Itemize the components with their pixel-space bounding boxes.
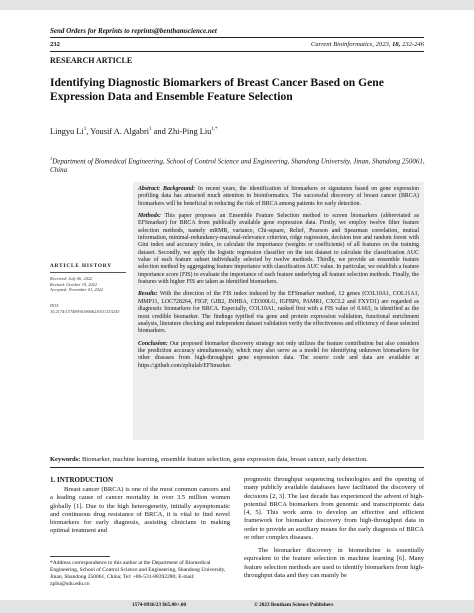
- intro-column-right: [244, 476, 424, 580]
- author-name: Zhi-Ping Liu: [167, 127, 212, 136]
- abstract-background-text: In recent years, the identification of biomarkers or signatures based on gene expression profiling data has attracted much attention in bioinformatics. The successful discovery of breast cancer (BRCA) biomarkers will be beneficial in reducing the risk of BRCA among patients for early detection.: [138, 186, 419, 207]
- doi-label: DOI:: [50, 303, 60, 308]
- affiliation-mark: 1: [50, 156, 53, 161]
- author-affiliation-mark: 1: [83, 127, 87, 133]
- author-name: Yousif A. Algabri: [90, 127, 150, 136]
- abstract-conclusion: [138, 341, 419, 370]
- abstract-conclusion-label: Conclusion:: [138, 340, 168, 347]
- bottom-banner: [0, 600, 474, 613]
- author-separator: ,: [86, 127, 91, 136]
- article-type: RESEARCH ARTICLE: [50, 56, 133, 65]
- doi-link[interactable]: 10.2174/1574893618666230111153243: [50, 309, 120, 314]
- author-separator: and: [151, 127, 168, 136]
- abstract-results-label: Results:: [138, 291, 158, 298]
- affiliation-text: Department of Biomedical Engineering, School of Control Science and Engineering, Shandong University, Jinan, Shandong 250061, China: [50, 157, 425, 175]
- intro-paragraph-right-2: The biomarker discovery in biomedicine is essentially equivalent to the feature selection in machine learning [6]. Many feature selection methods are used to identify biomarkers from high-throughput data and they can mainly be: [244, 547, 424, 579]
- article-history-rule: [50, 272, 126, 273]
- revised-date: Revised: October 10, 2022: [50, 281, 98, 287]
- header-rule-lower: [50, 51, 424, 52]
- paper-title: Identifying Diagnostic Biomarkers of Breast Cancer Based on Gene Expression Data and Ensemble Feature Selection: [50, 76, 384, 103]
- header-rule: [50, 37, 424, 38]
- journal-citation: [210, 41, 424, 48]
- abstract-methods-label: Methods:: [138, 213, 161, 220]
- reprint-notice: Send Orders for Reprints to reprints@benthamscience.net: [50, 27, 217, 35]
- keywords: [50, 456, 424, 463]
- author-affiliation-mark: 1: [149, 127, 152, 133]
- intro-paragraph-right-1: prognostic throughput sequencing technologies and the opening of many publicly available databases have facilitated the discovery of decisions [2, 3]. The last decade has experienced the advent of high-potential BRCA biomarkers from genomic and transcriptomic data [4, 5]. This work aims to develop an effective and efficient framework for biomarker discovery from high-throughput data in order to provide an auxiliary means for the early diagnosis of BRCA or other complex diseases.: [244, 476, 424, 541]
- abstract-background: [138, 186, 419, 208]
- issn-price: 1574-8936/23 $65.00+.00: [132, 602, 187, 608]
- abstract-conclusion-text: Our proposed biomarker discovery strategy not only utilizes the feature contribution but also considers the prediction accuracy simultaneously, which may also serve as a model for identifying unknown biomarkers for other diseases from high-throughput gene expression data. The source code and data are available at https://github.com/zpliulab/EFSmarker.: [138, 340, 419, 369]
- abstract-methods-text: This paper proposes an Ensemble Feature Selection method to screen biomarkers (abbreviated as EFSmarker) for BRCA from publically available gene expression data. Firstly, we employ twelve filter feature selection methods, namely mRMR, variance, Chi-square, Relief, Pearson and Spearman correlation, mutual information, minimal-redundancy-maximal-relevance criterion, ridge regression, decision tree and random forest with Gini index and accuracy index, to calculate the importance (weights or coefficients) of all features on the training dataset. Secondly, we apply the logistic regression classifier on the test dataset to calculate the classification AUC value of each feature subset individually selected by twelve methods. Thirdly, we provide an ensemble feature selection method by aggregating feature importance with classification AUC value. In particular, we establish a feature importance score (FIS) to evaluate the importance of each feature underlying all feature selection methods. Finally, the features with higher FIS are taken as identified biomarkers.: [138, 213, 419, 286]
- intro-paragraph-left: Breast cancer (BRCA) is one of the most common cancers and a leading cause of cancer mortality in over 3.5 million women globally [1]. Due to the high heterogeneity, initially asymptomatic and continuous drug resistance of BRCA, it is vital to find novel biomarkers for early diagnosis, assisting clinicians in making optimal treatment and: [50, 486, 230, 535]
- keywords-text: Biomarker, machine learning, ensemble feature selection, gene expression data, breast cancer, early detection.: [80, 456, 368, 463]
- correspondence-footnote: *Address correspondence to this author at the Department of Biomedical Engineering, School of Control Science and Engineering, Shandong University, Jinan, Shandong 250061, China; Tel: +86-531-88392280; E-mail: zpliu@sdu.edu.cn: [50, 560, 226, 587]
- journal-year: 2023,: [375, 41, 391, 48]
- journal-volume: 18,: [392, 41, 401, 48]
- keywords-rule: [50, 467, 424, 468]
- journal-pages: 232-246: [402, 41, 424, 48]
- article-history-heading: ARTICLE HISTORY: [50, 263, 112, 269]
- abstract-box: [133, 182, 424, 440]
- abstract-results-text: With the direction of the FIS index induced by the EFSmarker method, 12 genes (COL10A1, COL11A1, MMP11, LOC728264, FIGF, GJB2, INHBA, CD300LG, IGFBP6, PAMR1, CXCL2 and FXYD1) are regarded as diagnostic biomarkers for BRCA. Especially, COL10A1, ranked first with a FIS value of 0.663, is identified as the most credible biomarker. The findings typified via gene and protein expression validation, functional enrichment analysis, literature checking and independent dataset validation verify the effectiveness and efficiency of these selected biomarkers.: [138, 291, 419, 335]
- author-list: [50, 127, 218, 136]
- article-history-dates: [50, 276, 130, 293]
- top-banner: [0, 0, 474, 10]
- copyright: © 2023 Bentham Science Publishers: [254, 602, 334, 608]
- affiliation: [50, 154, 430, 175]
- accepted-date: Accepted: November 01, 2022: [50, 287, 104, 292]
- abstract-methods: [138, 213, 419, 286]
- footnote-rule: [50, 556, 110, 557]
- journal-name: Current Bioinformatics,: [310, 41, 374, 48]
- received-date: Received: July 06, 2022: [50, 276, 93, 281]
- abstract-results: [138, 291, 419, 335]
- author-name: Lingyu Li: [50, 127, 84, 136]
- keywords-label: Keywords:: [50, 456, 81, 463]
- section-heading-introduction: 1. INTRODUCTION: [50, 476, 114, 484]
- abstract-background-label: Abstract: Background:: [138, 186, 196, 192]
- page-number: 232: [50, 41, 60, 48]
- author-affiliation-mark: 1,*: [211, 127, 218, 133]
